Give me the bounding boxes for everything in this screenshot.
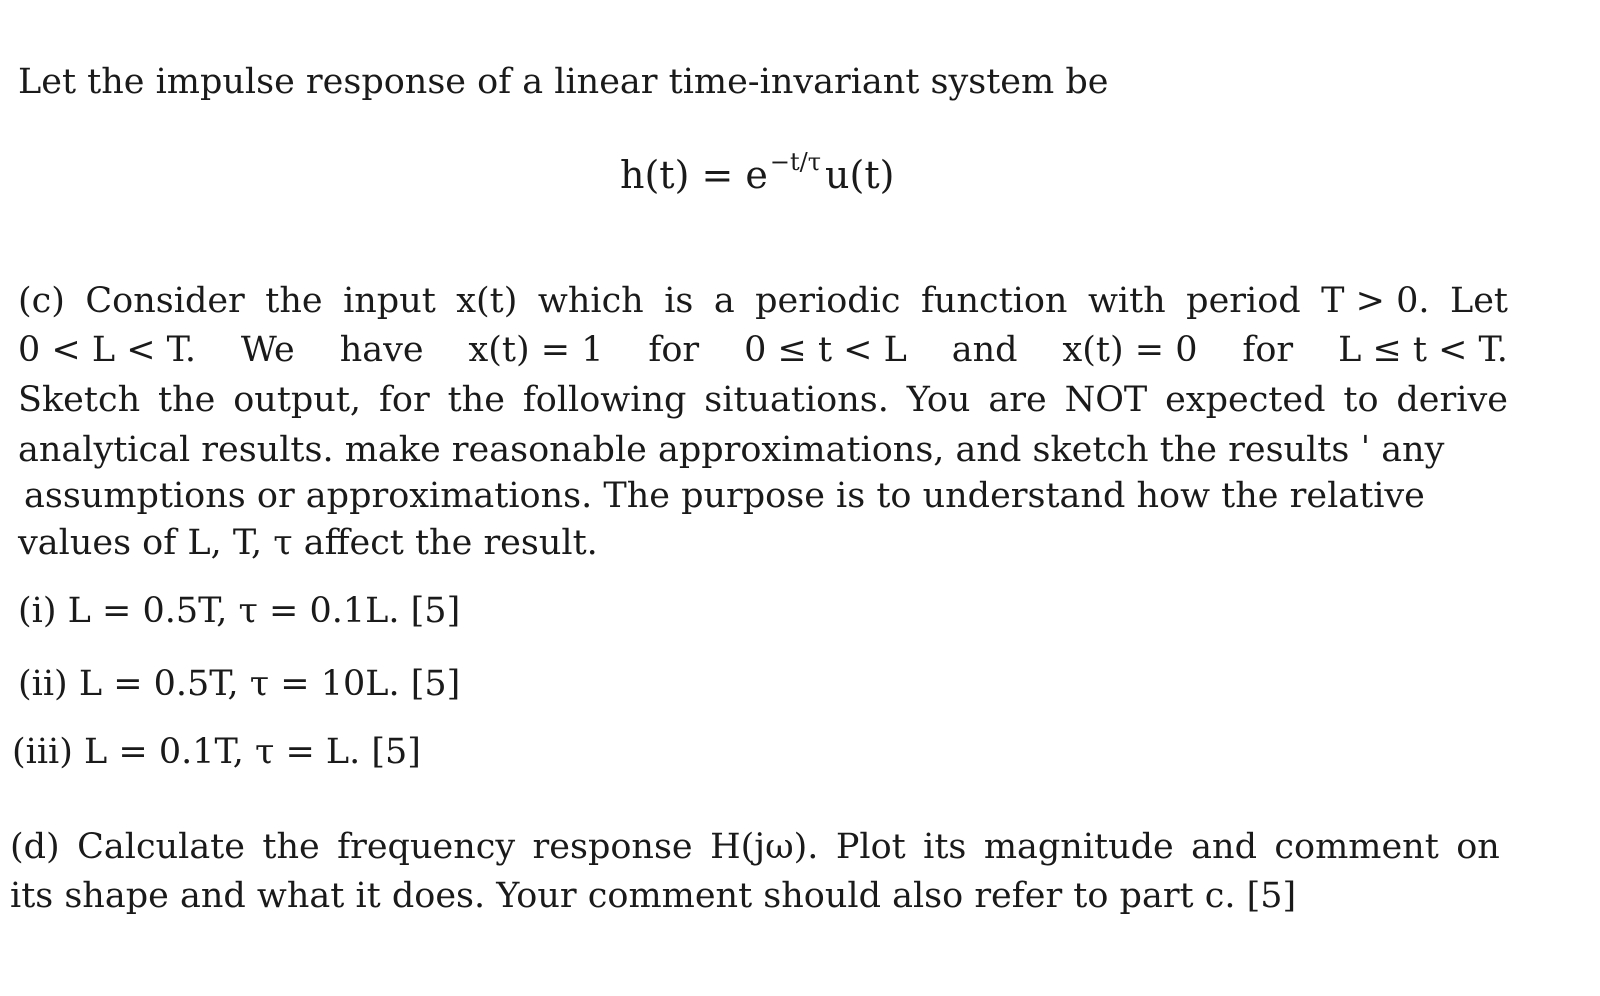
formula-lhs: h(t) = e bbox=[620, 153, 768, 197]
impulse-response-formula bbox=[620, 148, 895, 202]
subpart-i: (i) L = 0.5T, τ = 0.1L. [5] bbox=[18, 591, 461, 631]
part-c-line-4: analytical results. make reasonable approximations, and sketch the results ˈ any bbox=[18, 430, 1445, 470]
part-c-line-6: values of L, T, τ affect the result. bbox=[18, 523, 598, 563]
formula-rhs: u(t) bbox=[825, 153, 895, 197]
formula-exponent: −t/τ bbox=[769, 148, 822, 176]
subpart-ii: (ii) L = 0.5T, τ = 10L. [5] bbox=[18, 664, 461, 704]
subpart-iii: (iii) L = 0.1T, τ = L. [5] bbox=[12, 732, 421, 772]
part-c-line-5: assumptions or approximations. The purpose is to understand how the relative bbox=[24, 476, 1425, 516]
part-c-line-1: (c) Consider the input x(t) which is a periodic function with period T > 0. Let bbox=[18, 281, 1508, 321]
part-c-line-3: Sketch the output, for the following situations. You are NOT expected to derive bbox=[18, 380, 1508, 420]
part-d-line-2: its shape and what it does. Your comment should also refer to part c. [5] bbox=[10, 876, 1297, 916]
intro-text: Let the impulse response of a linear time-invariant system be bbox=[18, 62, 1109, 102]
part-d-line-1: (d) Calculate the frequency response H(jω). Plot its magnitude and comment on bbox=[10, 827, 1500, 867]
part-c-line-2: 0 < L < T. We have x(t) = 1 for 0 ≤ t < L and x(t) = 0 for L ≤ t < T. bbox=[18, 330, 1508, 370]
